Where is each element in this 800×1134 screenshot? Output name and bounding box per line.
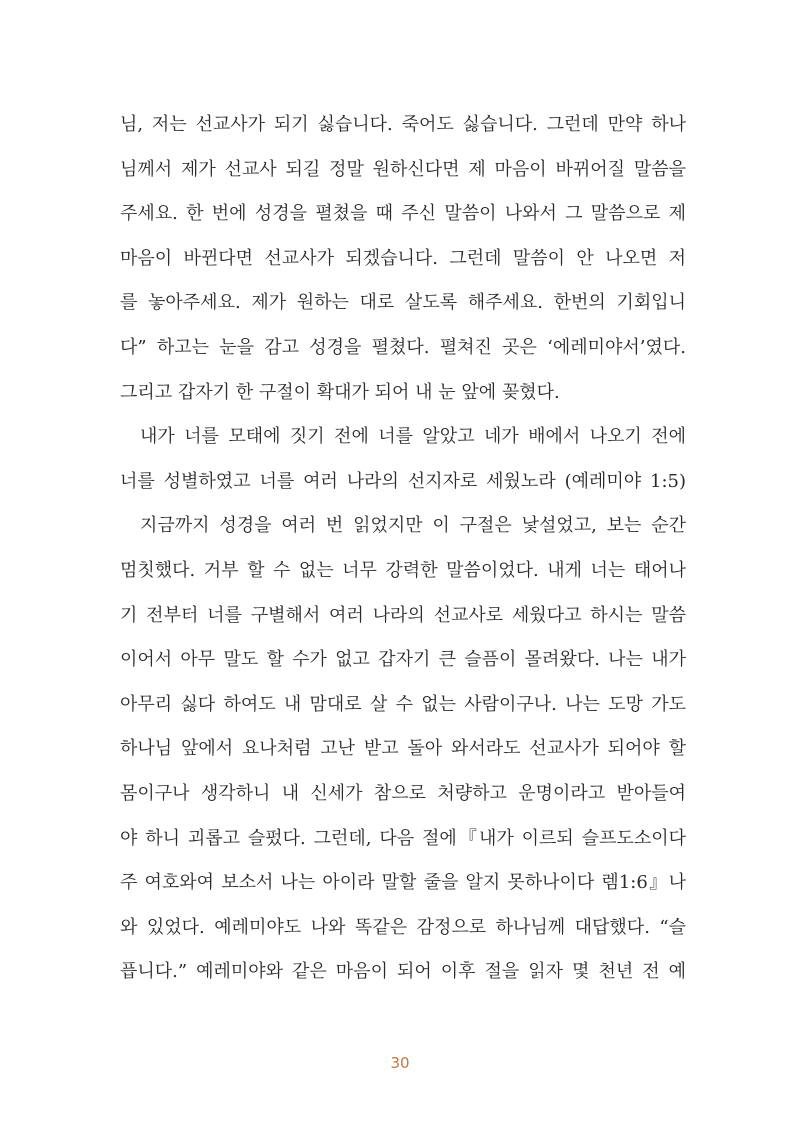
text-line: 주 여호와여 보소서 나는 아이라 말할 줄을 알지 못하나이다 렘1:6』나 <box>120 872 686 894</box>
text-line: 와 있었다. 예레미야도 나와 똑같은 감정으로 하나님께 대답했다. “슬 <box>120 916 686 938</box>
text-line: 를 놓아주세요. 제가 원하는 대로 살도록 해주세요. 한번의 기회입니 <box>120 292 686 314</box>
text-line: 님, 저는 선교사가 되기 싫습니다. 죽어도 싫습니다. 그런데 만약 하나 <box>120 114 686 135</box>
quote-line: 너를 성별하였고 너를 여러 나라의 선지자로 세웠노라 (예레미야 1:5) <box>120 470 686 492</box>
text-line: 몸이구나 생각하니 내 신세가 참으로 처량하고 운명이라고 받아들여 <box>120 782 686 804</box>
text-line: 하나님 앞에서 요나처럼 고난 받고 돌아 와서라도 선교사가 되어야 할 <box>120 738 686 760</box>
text-line: 그리고 갑자기 한 구절이 확대가 되어 내 눈 앞에 꽂혔다. <box>120 381 560 403</box>
text-line: 야 하니 괴롭고 슬펐다. 그런데, 다음 절에『내가 이르되 슬프도소이다 <box>120 827 686 849</box>
body-text <box>120 103 686 995</box>
text-line: 아무리 싫다 하여도 내 맘대로 살 수 없는 사람이구나. 나는 도망 가도 <box>120 693 686 715</box>
text-line: 마음이 바뀐다면 선교사가 되겠습니다. 그런데 말씀이 안 나오면 저 <box>120 247 686 269</box>
page-number: 30 <box>390 1054 410 1072</box>
quote-line: 내가 너를 모태에 짓기 전에 너를 알았고 네가 배에서 나오기 전에 <box>140 426 686 448</box>
text-line: 이어서 아무 말도 할 수가 없고 갑자기 큰 슬픔이 몰려왔다. 나는 내가 <box>120 649 686 671</box>
text-line: 멈칫했다. 거부 할 수 없는 너무 강력한 말씀이었다. 내게 너는 태어나 <box>120 559 686 581</box>
text-line: 지금까지 성경을 여러 번 읽었지만 이 구절은 낯설었고, 보는 순간 <box>140 515 686 537</box>
text-line: 기 전부터 너를 구별해서 여러 나라의 선교사로 세웠다고 하시는 말씀 <box>120 604 686 626</box>
text-line: 주세요. 한 번에 성경을 펼쳤을 때 주신 말씀이 나와서 그 말씀으로 제 <box>120 203 686 225</box>
text-line: 님께서 제가 선교사 되길 정말 원하신다면 제 마음이 바뀌어질 말씀을 <box>120 158 686 180</box>
text-line: 다” 하고는 눈을 감고 성경을 펼쳤다. 펼쳐진 곳은 ‘에레미야서’였다. <box>120 336 686 358</box>
text-line: 픕니다.” 예레미야와 같은 마음이 되어 이후 절을 읽자 몇 천년 전 예 <box>120 961 686 983</box>
